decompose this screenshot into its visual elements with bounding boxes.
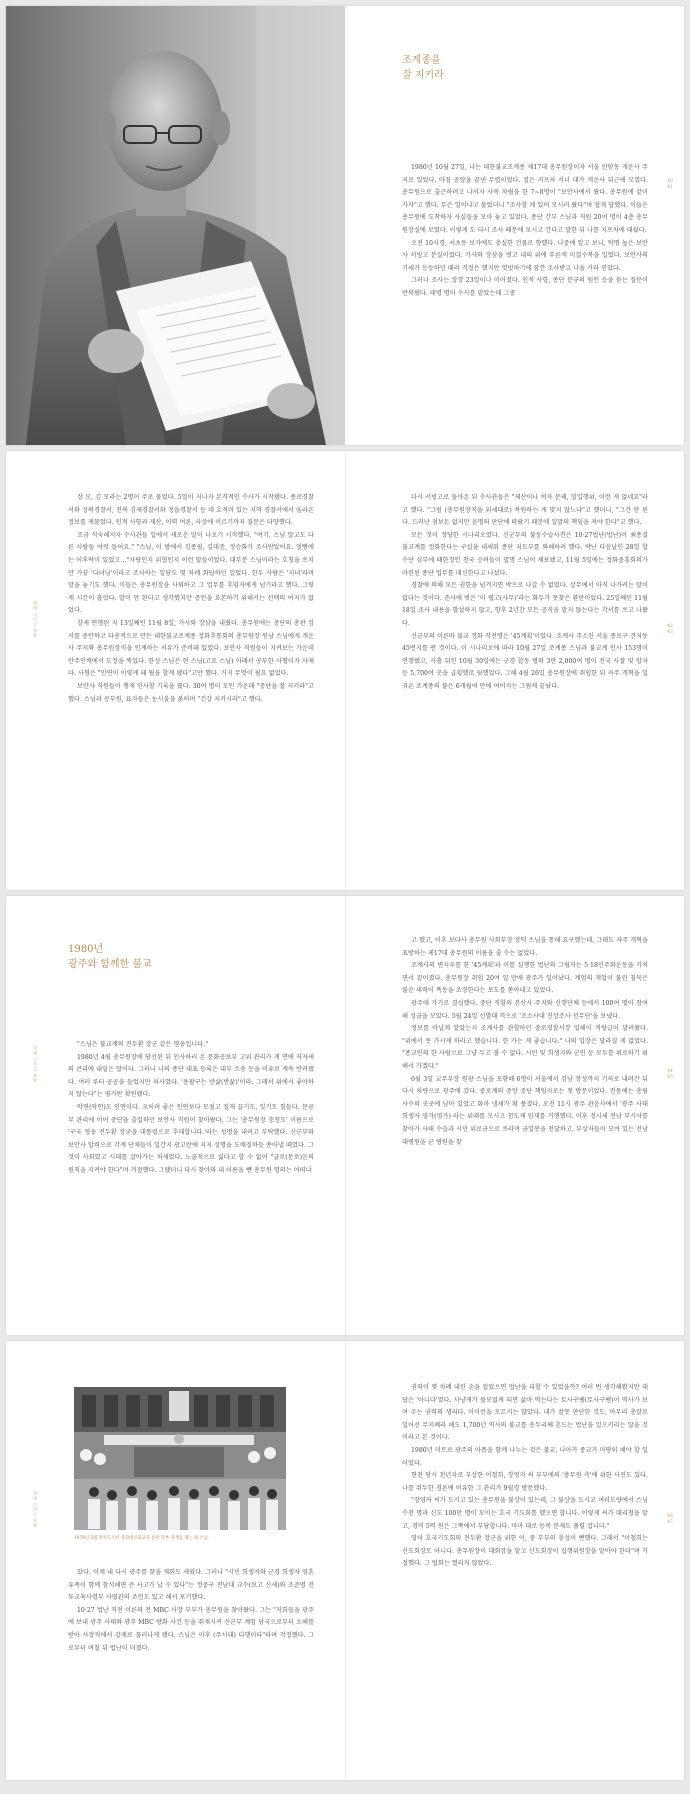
paragraph: 1980년 4월 총무원장에 당선된 뒤 인사하러 온 문화공보부 고위 관리가 게 면에 저자세의 큰리에 내밀은 말이다. 그러나 나의 종단 대표 등록은 대부 소송 등을 이유로 계속 반려됐다. 여러 루터 공공을 들었지만 허사였다. '용팔구는 반삶(반삶)'이라. 그래서 위에서 좋아하지 않는다"는 평가만 확인됐다. [68, 1053, 314, 1099]
paragraph: 6월 3일 교무부장 원광 스님을 포함해 6명이 서울에서 김남 장성까지 기차로 내려간 뒤 다시 차량으로 광주에 갔다. 중로계의 중앙 중단 책임자로는 첫 방문이었다. 전몸에는 총림 사수의 곳곳에 남아 있었고 화마 냄새가 확 풍겼다. 오전 11시 광주 관음사에서 '광주 사태 희생자 영가(영가) 라는 위패를 모시고 천도재 임재를 거행했다. 이후 정시세 전남 부시사를 찾아가 사태 수습과 시민 위로금으로 쓰라며 금일봉을 전달하고, 부상자들이 모여 있는 전남대병원을 군 병원을 찾 [402, 1075, 648, 1146]
spread-2 [6, 451, 684, 890]
paragraph: 았다. 이제 내 다시 광주를 찾을 재회도 세웠다. 그러나 "시민 희생자와 군경 희생자 영혼 유족이 함께 참석해면 큰 사고가 날 수 있다"는 정중구 전남대 교수(보고 신세)와 조준명 전투교육사령부 사령관의 조언도 있고 해서 포기했다. [68, 1569, 314, 1602]
body-text-right [402, 162, 648, 301]
paragraph: "장영자 씨가 도시고 있는 총무원을 불상이 있는데, 그 불상을 도시고 여러도량에서 스님 수천 명과 신도 100만 명이 모이는 호국 기도회를 했으면 합니다. 이렇게 씨가 대리청을 맡고, 경비 5억 원은 그쪽에서 부담합니다. 아마 대로 등복 문제도 풀릴 겁니다." [402, 1497, 648, 1530]
running-head: 명예 그리고 보람 [33, 601, 38, 638]
body-text-left [68, 492, 314, 706]
heading-line-1: 조계종을 [402, 55, 441, 66]
paragraph: 그러나 조사는 장장 23일이나 이어졌다. 인적 사항, 종단 분규의 원인 등을 묻는 질문이 반복됐다. 태명 명이 수사를 맡았는데 그중 [402, 277, 648, 297]
gutter-divider [345, 1341, 346, 1780]
monk-reading-photo [6, 6, 345, 445]
running-head: 명예 그리고 보람 [33, 1046, 38, 1083]
spread-3 [6, 896, 684, 1335]
spread-4 [6, 1341, 684, 1780]
paragraph: 1980년 10월 27일, 나는 대한불교조계종 제17대 총무원장이자 서울 안암동 개운사 주지로 있었다. 아침 공양을 끝낸 무렵이었다. 검은 지프차 서너 대가 개운사 뒤근에 모였다. 총무원으로 출근하려고 나서자 사복 차림을 한 7~8명이 "보안사에서 왔다. 총무원에 같이 가자"고 했다. 무슨 일이냐고 물었더니 "조사할 게 있어 모시러 왔다"며 협게 답했다. 이들은 총무원에 도착하자 사실들을 모아 놓고 있었다. 종단 간부 스님과 직원 20여 명이 4층 총무원장실에 모였다. 이렇게 도 다시 조사 때문에 모시고 간다고 말한 뒤 나를 지프차에 태웠다. [402, 164, 648, 234]
heading-line-2: 잘 지키라 [402, 70, 444, 81]
paragraph: 조금 석숙해지자 수사관들 입에서 새로운 말이 나오기 시작했다. "여기, 스님 말고도 다른 사람들 여럿 들어요." "스님, 이 방에서 김종필, 김대중, 정승화가 조사받았어요. 얼빵에는 이후락이 있었고…"자랑인지 위협인지 이런 말들이었다. 대부분 스님이라는 호칭을 쓰지만 가끔 '다녀님'이라고 조사하는 일당도 몇 차례 화답하던 일었다. 한두 사람은 '지녀'라며 말을 놓기도 했다. 이들은 총무원장을 사퇴하고 그 업무를 후임자에게 넘기라고 했다. 그렇게 시간이 흘렀다. 말이 안 된다고 생각했지만 증인을 요본하기 위해서는 선택의 여지가 없었다. [68, 531, 314, 615]
paragraph: 조계사의 변지우를 한 '45계획'과 이를 실행한 법난의 그림자는 5·18민주화운동을 거치면서 짙어졌다. 총무원장 취임 20여 일 만에 광주가 일어났다. 계엄의 개업이 불린 침묵은 불순 세력이 폭동을 조장한다는 보도를 쏟아내고 있었다. [402, 962, 648, 995]
page-number: 40 41 [667, 179, 673, 190]
ceremony-photo [74, 1387, 286, 1530]
heading-line-1: 1980년 [68, 944, 104, 955]
page-number: 44 45 [667, 1069, 673, 1080]
paragraph: 신군부의 이른바 불교 정화 작전명은 '45계획'이었다. 조계사 주소인 서울 종로구 견지동 45번지를 딴 것이다. 이 시나리오에 따라 10월 27일 조계종 스님과 불교계 인사 153명이 연행됐고, 사흘 뒤인 10월 30일에는 군경 합동 병력 3만 2,000여 명이 전국 사찰 및 암자 등 5,700여 곳을 급횡했로 뒷했었다. 그해 4월 26일 총무원장에 취임한 뒤 자주 개혁을 일궈온 조계종의 불은 6개월여 만에 여어지는 그림게 끝났다. [402, 632, 648, 690]
paragraph: 보안사 직원들이 챙게 인사할 기록을 줬다. 30여 명이 모인 가운데 "중단을 잘 지키라"고 했다. 스님과 공부원, 표자들은 눈시울을 붉히며 "건강 지키시라"고 했다. [68, 682, 314, 703]
paragraph: 1980년 미트로 광주의 아픔을 함께 나누는 것은 불교, 나아가 종교가 마땅히 해야 할 일이었다. [402, 1446, 648, 1467]
paragraph: 강제 연행된 지 13일째인 11월 8일, 가사와 장삼을 내줬다. 총무원에는 중단의 총판 검서를 중안하고 타총적으로 만든 대한불교조계종 정화추통회의 총무원장 원남 스님에게 개운사 주지와 총무원장직을 인계하는 서류가 준비돼 있었다. 보안사 직원들이 지켜보는 가운데 안주인께에서 도장을 찍었다. 한성 스님은 현 스님(고요 스님) 아래서 공부한 사형이자 사제다. 사형은 "인연이 이렇게 돼 뭘을 할게 됐다"고만 했다. 거지 무엇이 필요 없었다. [68, 619, 314, 678]
page-number: 46 47 [667, 1514, 673, 1525]
paragraph: 다시 서빙고로 돌아온 뒤 수사관들은 "제산이나 여자 문제, 밀입행위, 이런 게 없네요"라고 했다. "그럼 (총무원장직을 위세대로) 복원하는 게 맞지 않느냐"고 했더니, "그건 안 된다. 드러난 점보돈 없지만 윤명의 판단에 따랐기 때문에 일말의 책임을 져야 한다"고 했다. [402, 494, 648, 527]
paragraph: 영이 호국기도회의 전두환 장군을 위한 이, 중 부부의 충성이 뻔했다. 그래서 "이철희는 신도회장도 아니다. 총무원장이 대회장을 맡고 신도회장이 집행위원장을 맡아야 한다"며 거절했다. 그 법회는 열리지 않았다. [402, 1535, 648, 1568]
section-heading [402, 53, 444, 83]
section-heading [68, 942, 152, 972]
spread-1 [6, 6, 684, 445]
paragraph: 10·27 법난 직전 이른의 전 MBC 사장 부부가 총무원을 찾아왔다. 그는 "저희들을 광주에 보내 광주 사태와 광주 MBC 방화 사건 등을 취재시켜 신군부 계엄 당국으로부터 오해를 받아 사장직에서 강제로 물러나게 됐다. 스님은 이후 (주시대) 디행이다"라며 걱정했다. 그로부터 며칠 뒤 법난이 터졌다. [68, 1606, 314, 1652]
body-text-left [68, 1039, 314, 1178]
paragraph: 현천 당시 천년자로 부상한 이철희, 장영자 씨 부부에의 '총무원 측'에 위한 사진도 있다. 나를 쥐두한 경론에 비유한 그 관리가 9월경 방문했다. [402, 1472, 648, 1492]
photo-caption: 1978년 5월 무차도조선 중화대인회교육 통관 학부 경계를 맺는 정 스님. [74, 1536, 210, 1541]
paragraph: 악연(악연)도 인연이다. 오히려 좋은 인연보다 모질고 질게 끌기도, 잊기도 힘들다. 문공부 관리에 이어 중단을 출입하던 보안사 직원이 찾아왔다. 그는 '총무원장 충청도' 이름으로 '구국 영웅 전두환 장군을 대통령으로 추대합니다.'라는 성명을 내려고 부탁했다. 신군부와 보안사 압력으로 각계 단체들이 일간지 광고란에 지지 성명을 도배질하듯 쏟아낼 때였다. 그것이 사회였고 시대를 살아가는 처세였다. 노골적으로 싫다고 할 수 없어 "글로(문로)운의 원칙을 지켜야 한다"며 거절했다. 그랬더니 다시 찾아와 내 이름을 뺀 총무원 명의는 어떠냐 [68, 1103, 314, 1174]
paragraph: 광주에 가기로 결심했다. 중단 직할의 본산사 주지와 신행단체 등에서 100여 명이 참여해 성금을 모았다. 5월 24일 선발대 격으로 '조소사대 진상조사 선무단'을 보냈다. [402, 999, 648, 1020]
paragraph: 오전 10시경, 서초동 보가에도 충실한 건물로 향했다. 나중에 알고 보니, 악명 높은 보안사 서빙고 분실이었다. 가사와 장삼을 벗고 내의 위에 푸른색 미결수복을 입었다. 보안사의 기세가 등등하던 때라 걱정은 했지만 엇빗하기에 잠깐 조사받고 나올 거라 믿었다. [402, 239, 648, 272]
body-text-left [68, 1567, 314, 1655]
paragraph: "스님은 불교계의 전두환 장군 같은 영웅입니다." [77, 1041, 209, 1048]
paragraph: 정보를 아닐게 알았는지 조계사를 관할하던 중로경찰서장 밍해이 직랑급이 달려왔다. "위에서 못 가시게 하라고 했습니다. 한 가는 게 좋습니다." 나의 입장은 달라질 게 없었다. "종교인의 한 사람으로 그냥 두고 볼 수 없다. 시민 및 희생자와 군인 등 모두를 위로하기 위해서 가겠다." [402, 1025, 648, 1070]
running-head: 명예 그리고 보람 [33, 1491, 38, 1528]
body-text-right [402, 1382, 648, 1571]
paragraph: 모든 것이 정당한 시나리오였다. 신군부의 불둥수습사전은 10·27법난(법난)이 최종결 불교계를 정화한다는 구실을 내세워 종단 지도부를 와해하려 했다. 박난 다음날인 28일 합수단 심부에 때한정인 천국 승려들이 멸명 스님이 체포됐고, 11월 5일에는 정화중흥회의가 마련된 종단 업무를 대신한다고 나섰다. [402, 531, 648, 577]
paragraph: 권력이 몇 차례 내린 손을 잡았으면 법난을 피할 수 있었을까? 여러 번 생각해봤지만 대답은 '아니다'였다. 사냥개가 물모없게 되면 삶아 먹는다는 토사구팽(토사구팽)이 역사가 보여 주는 권력의 생리다. 이이런을 모르지는 않았다. 내가 잘못 판단한 것도, 아무리 총칼로 일어선 무지폐라 해도 1,700년 역사의 불교를 송두리째 흔드는 법난을 일으키리는 않을 것이라고 본 것이다. [402, 1384, 648, 1442]
heading-line-2: 광주와 함께한 불교 [68, 959, 152, 970]
gutter-divider [345, 451, 346, 890]
gutter-divider [345, 896, 346, 1335]
body-text-right [402, 492, 648, 694]
page-number: 42 43 [667, 624, 673, 635]
paragraph: 경찰에 의해 모든 권한을 넘겨지면 박으로 나갈 수 없었다. 상무에서 아직 나가려는 말이 없다는 것이다. 준사에 벗은 '이 웹고(사무)'라는 화두가 못찾은 환만이었다. 25일째인 11월 18일 조사 내용을 발설하지 않고, 향후 2년간 모든 공직을 맡지 않는다는 각서를 쓰고 나왔다. [402, 582, 648, 627]
body-text-right [402, 935, 648, 1149]
paragraph: 고 했고, 이후 보다사 총무원 사회부장 장덕 스님을 통해 요구했는데, 그래도 자주 개혁을 표방하는 제17대 총무원의 이름을 줄 수는 없었다. [402, 937, 648, 957]
paragraph: 장 모, 김 모라는 2명이 주로 물었다. 5일이 지나자 본격적인 수사가 시작됐다. 종로경찰서와 성북경찰서, 전북 김제경찰서와 정읍경찰서 등 네 호적이 있는 지역 경찰서에서 올라온 정보를 캐물었다. 인적 사항과 재산, 이력 여론, 사상에 이르기까지 질문은 다양했다. [68, 494, 314, 527]
